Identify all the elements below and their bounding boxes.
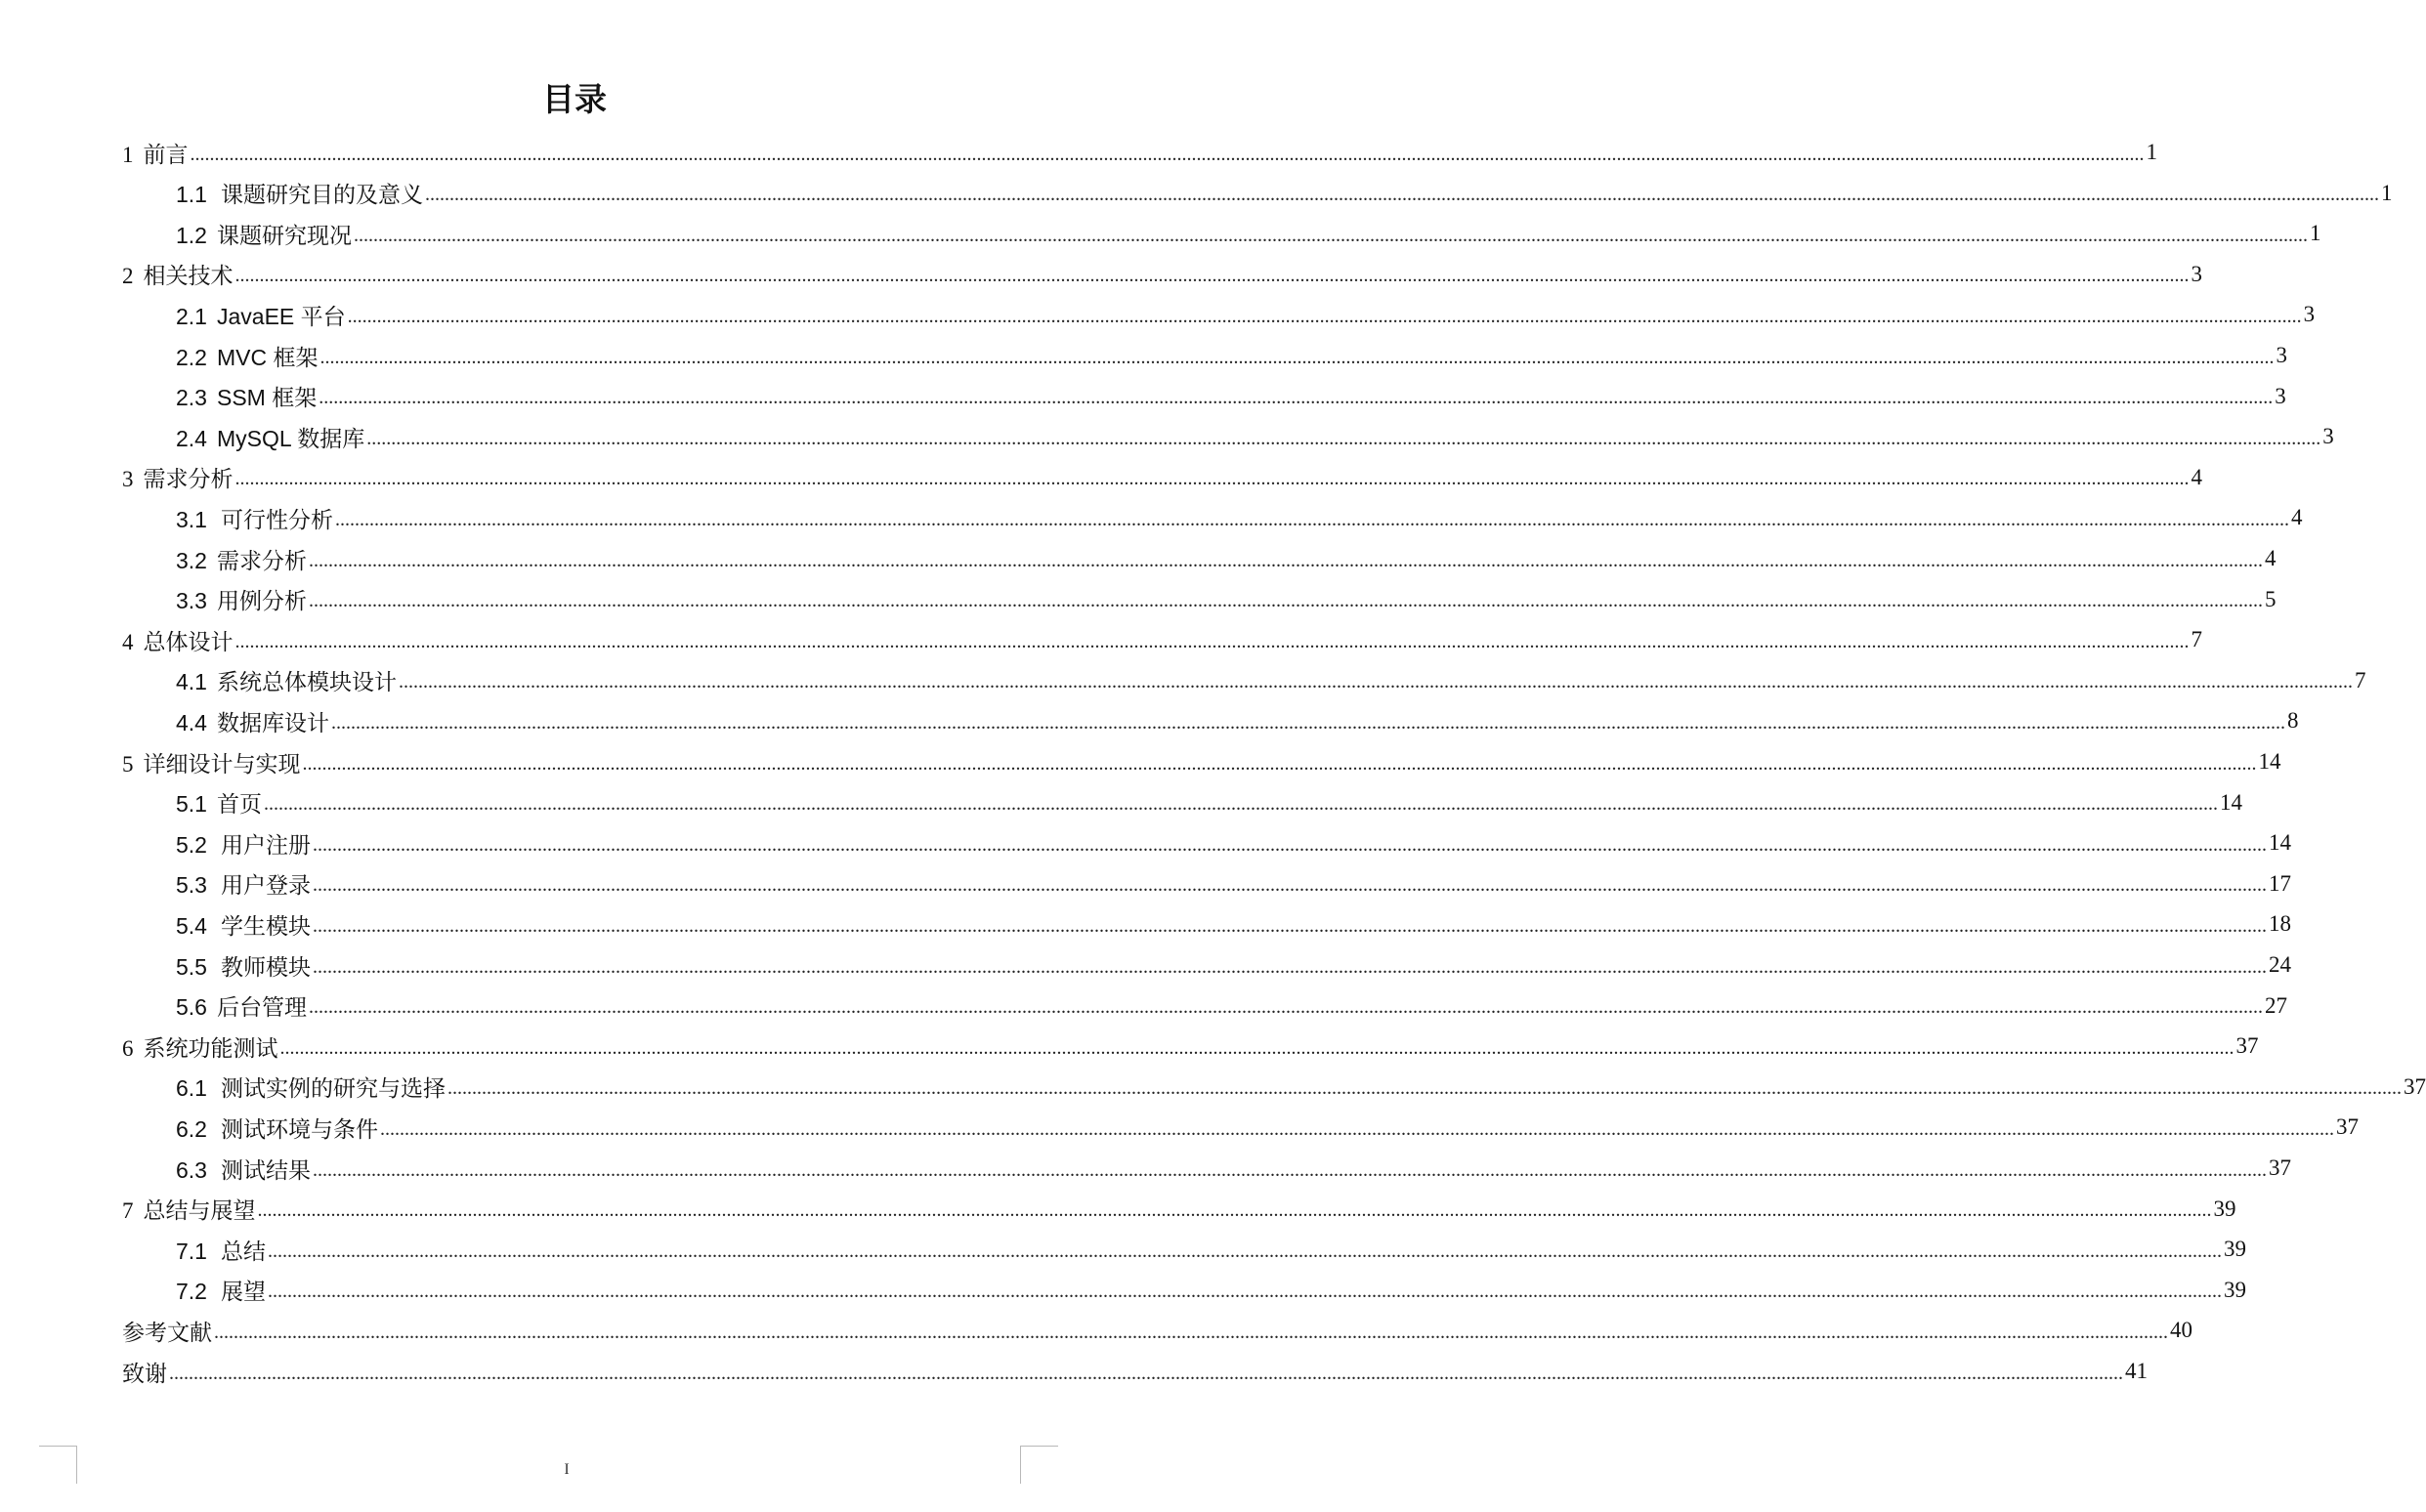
toc-entry-number: 3.1 xyxy=(176,506,207,532)
toc-entry-heading xyxy=(122,1193,256,1225)
toc-entry-number: 1.2 xyxy=(176,222,207,248)
toc-entry[interactable] xyxy=(176,295,2316,334)
toc-entry-page-number: 17 xyxy=(2268,870,2291,896)
toc-entry[interactable] xyxy=(122,1352,2148,1391)
toc-dot-leader: ................................................................................................................................................................................................................................................................................................................................................................................................................ xyxy=(334,508,2289,530)
toc-entry[interactable] xyxy=(176,945,2291,985)
toc-entry-page-number: 37 xyxy=(2235,1033,2259,1059)
toc-dot-leader: ................................................................................................................................................................................................................................................................................................................................................................................................................ xyxy=(379,1117,2334,1140)
toc-entry-heading xyxy=(176,543,307,575)
toc-dot-leader: ................................................................................................................................................................................................................................................................................................................................................................................................................ xyxy=(267,1281,2222,1303)
toc-entry-heading xyxy=(122,1315,212,1347)
toc-entry[interactable] xyxy=(176,1068,2426,1107)
toc-dot-leader: ................................................................................................................................................................................................................................................................................................................................................................................................................ xyxy=(398,671,2353,693)
toc-entry-page-number: 37 xyxy=(2268,1155,2291,1180)
toc-entry-number: 6.3 xyxy=(176,1156,207,1183)
toc-entry-number: 5.2 xyxy=(176,831,207,858)
toc-dot-leader: ................................................................................................................................................................................................................................................................................................................................................................................................................ xyxy=(312,955,2267,978)
toc-dot-leader: ................................................................................................................................................................................................................................................................................................................................................................................................................ xyxy=(312,914,2267,937)
toc-entry-heading xyxy=(122,624,234,656)
toc-dot-leader: ................................................................................................................................................................................................................................................................................................................................................................................................................ xyxy=(234,265,2190,287)
toc-entry-number: 5.3 xyxy=(176,872,207,899)
toc-entry-text: 测试实例的研究与选择 xyxy=(220,1076,446,1103)
toc-entry-number: 3.3 xyxy=(176,588,207,614)
toc-dot-leader: ................................................................................................................................................................................................................................................................................................................................................................................................................ xyxy=(353,224,2308,246)
toc-entry-text: MySQL 数据库 xyxy=(216,425,365,451)
toc-entry-page-number: 14 xyxy=(2268,830,2291,856)
toc-entry-heading xyxy=(176,583,307,615)
toc-dot-leader: ................................................................................................................................................................................................................................................................................................................................................................................................................ xyxy=(347,305,2302,327)
toc-dot-leader: ................................................................................................................................................................................................................................................................................................................................................................................................................ xyxy=(330,711,2285,734)
toc-entry[interactable] xyxy=(122,1190,2236,1229)
toc-entry-text: 用户注册 xyxy=(220,832,311,859)
toc-entry-page-number: 27 xyxy=(2264,992,2287,1018)
toc-entry-heading xyxy=(176,299,346,331)
toc-dot-leader: ................................................................................................................................................................................................................................................................................................................................................................................................................ xyxy=(190,143,2145,165)
toc-entry-text: 总结 xyxy=(220,1239,266,1265)
toc-dot-leader: ................................................................................................................................................................................................................................................................................................................................................................................................................ xyxy=(257,1199,2212,1222)
toc-entry-number: 2 xyxy=(122,264,134,289)
toc-entry[interactable] xyxy=(176,1149,2291,1188)
toc-entry[interactable] xyxy=(176,498,2303,537)
toc-entry[interactable] xyxy=(122,458,2202,497)
toc-entry-number: 6.1 xyxy=(176,1075,207,1102)
toc-entry-number: 2.4 xyxy=(176,425,207,451)
toc-dot-leader: ................................................................................................................................................................................................................................................................................................................................................................................................................ xyxy=(366,427,2321,449)
toc-dot-leader: ................................................................................................................................................................................................................................................................................................................................................................................................................ xyxy=(279,1036,2234,1059)
toc-entry-text: 课题研究目的及意义 xyxy=(220,183,423,209)
toc-entry-text: 参考文献 xyxy=(122,1320,212,1346)
toc-entry-text: 后台管理 xyxy=(216,995,307,1022)
footer-page-number: I xyxy=(564,1461,570,1478)
toc-entry-heading xyxy=(176,218,352,250)
toc-entry-text: 测试结果 xyxy=(220,1157,311,1184)
toc-entry[interactable] xyxy=(122,133,2157,172)
toc-entry-heading xyxy=(122,137,189,169)
toc-entry-heading xyxy=(176,380,317,412)
toc-dot-leader: ................................................................................................................................................................................................................................................................................................................................................................................................................ xyxy=(447,1077,2402,1100)
toc-entry-heading xyxy=(122,746,301,778)
toc-entry-number: 7 xyxy=(122,1198,134,1224)
toc-entry[interactable] xyxy=(176,336,2287,375)
toc-dot-leader: ................................................................................................................................................................................................................................................................................................................................................................................................................ xyxy=(308,549,2263,571)
toc-dot-leader: ................................................................................................................................................................................................................................................................................................................................................................................................................ xyxy=(308,590,2263,612)
toc-entry-heading xyxy=(176,340,318,372)
toc-entry[interactable] xyxy=(176,580,2277,619)
toc-dot-leader: ................................................................................................................................................................................................................................................................................................................................................................................................................ xyxy=(319,346,2275,368)
toc-dot-leader: ................................................................................................................................................................................................................................................................................................................................................................................................................ xyxy=(234,468,2190,490)
toc-entry-page-number: 40 xyxy=(2170,1318,2192,1343)
toc-dot-leader: ................................................................................................................................................................................................................................................................................................................................................................................................................ xyxy=(308,996,2263,1019)
toc-entry-text: 可行性分析 xyxy=(220,507,333,533)
toc-entry-text: 学生模块 xyxy=(220,913,311,940)
toc-entry-page-number: 39 xyxy=(2223,1237,2246,1262)
toc-dot-leader: ................................................................................................................................................................................................................................................................................................................................................................................................................ xyxy=(312,1158,2267,1181)
toc-entry-text: 相关技术 xyxy=(143,264,234,290)
toc-entry-heading xyxy=(176,786,262,819)
toc-entry[interactable] xyxy=(176,214,2321,253)
toc-entry-page-number: 3 xyxy=(2322,424,2334,449)
toc-entry-heading xyxy=(176,502,333,534)
toc-entry-number: 3 xyxy=(122,467,134,492)
toc-entry-page-number: 4 xyxy=(2264,546,2277,570)
toc-entry-number: 4.1 xyxy=(176,669,207,695)
toc-entry-heading xyxy=(176,949,311,982)
toc-entry-heading xyxy=(176,421,364,453)
toc-entry-heading xyxy=(176,1274,266,1306)
toc-dot-leader: ................................................................................................................................................................................................................................................................................................................................................................................................................ xyxy=(312,833,2267,856)
toc-entry[interactable] xyxy=(176,783,2242,822)
toc-dot-leader: ................................................................................................................................................................................................................................................................................................................................................................................................................ xyxy=(302,752,2257,775)
toc-entry-number: 6 xyxy=(122,1035,134,1061)
toc-entry[interactable] xyxy=(176,417,2334,456)
toc-entry-page-number: 18 xyxy=(2268,911,2291,937)
toc-entry[interactable] xyxy=(122,1311,2192,1350)
toc-entry-page-number: 37 xyxy=(2403,1073,2426,1099)
toc-entry-heading xyxy=(122,461,234,493)
toc-entry-text: 展望 xyxy=(220,1280,266,1306)
toc-entry[interactable] xyxy=(122,1027,2259,1066)
toc-entry[interactable] xyxy=(176,174,2393,213)
toc-entry-text: 数据库设计 xyxy=(216,710,329,736)
toc-entry-text: 系统功能测试 xyxy=(143,1035,278,1062)
toc-entry-page-number: 3 xyxy=(2191,261,2202,286)
toc-dot-leader: ................................................................................................................................................................................................................................................................................................................................................................................................................ xyxy=(169,1362,2123,1384)
toc-entry[interactable] xyxy=(176,1230,2246,1269)
toc-entry-page-number: 8 xyxy=(2286,708,2299,734)
toc-entry-number: 2.3 xyxy=(176,385,207,411)
toc-entry-text: 首页 xyxy=(216,792,262,819)
toc-entry-heading xyxy=(176,664,397,696)
toc-entry-number: 2.2 xyxy=(176,344,207,370)
toc-entry-page-number: 1 xyxy=(2380,180,2393,205)
toc-entry-text: 总结与展望 xyxy=(143,1198,256,1225)
toc-entry-heading xyxy=(176,827,311,860)
toc-entry-text: 用例分析 xyxy=(216,589,307,615)
toc-entry-page-number: 5 xyxy=(2264,586,2277,611)
toc-entry-heading xyxy=(122,258,234,290)
toc-entry[interactable] xyxy=(176,539,2277,578)
toc-entry-page-number: 24 xyxy=(2268,952,2291,977)
toc-entry-text: SSM 框架 xyxy=(216,385,318,411)
toc-entry[interactable] xyxy=(176,661,2366,700)
toc-entry-text: 需求分析 xyxy=(216,548,307,574)
toc-entry-text: 需求分析 xyxy=(143,467,234,493)
toc-entry[interactable] xyxy=(176,987,2287,1026)
toc-entry-text: 系统总体模块设计 xyxy=(216,670,397,696)
toc-entry[interactable] xyxy=(176,904,2291,944)
toc-entry-number: 5.4 xyxy=(176,912,207,939)
toc-entry[interactable] xyxy=(176,701,2299,740)
toc-entry-page-number: 7 xyxy=(2191,627,2202,652)
toc-entry-number: 5.6 xyxy=(176,994,207,1021)
toc-entry-page-number: 4 xyxy=(2191,464,2202,489)
toc-dot-leader: ................................................................................................................................................................................................................................................................................................................................................................................................................ xyxy=(319,387,2274,409)
toc-dot-leader: ................................................................................................................................................................................................................................................................................................................................................................................................................ xyxy=(234,630,2190,652)
toc-entry-text: 详细设计与实现 xyxy=(143,751,301,777)
toc-entry-page-number: 1 xyxy=(2309,221,2321,246)
toc-entry-number: 4 xyxy=(122,629,134,654)
toc-entry[interactable] xyxy=(122,255,2202,294)
toc-entry-heading xyxy=(176,1234,266,1266)
toc-entry-page-number: 3 xyxy=(2275,383,2286,408)
toc-entry-number: 7.2 xyxy=(176,1279,207,1305)
toc-entry-page-number: 14 xyxy=(2258,749,2281,774)
toc-entry-text: 用户登录 xyxy=(220,873,311,900)
toc-entry-heading xyxy=(176,1153,311,1185)
toc-entry[interactable] xyxy=(176,823,2291,862)
toc-entry[interactable] xyxy=(122,620,2202,659)
toc-entry-number: 5.5 xyxy=(176,953,207,980)
toc-entry-number: 6.2 xyxy=(176,1115,207,1142)
toc-entry-heading xyxy=(122,1030,278,1063)
toc-entry-text: 致谢 xyxy=(122,1361,167,1387)
toc-entry-text: 教师模块 xyxy=(220,954,311,981)
toc-entry-heading xyxy=(176,908,311,941)
toc-entry-page-number: 41 xyxy=(2125,1359,2148,1383)
toc-entry-page-number: 7 xyxy=(2354,667,2366,693)
toc-entry-number: 3.2 xyxy=(176,547,207,573)
toc-entry[interactable] xyxy=(176,1271,2246,1310)
toc-entry-text: 总体设计 xyxy=(143,629,234,655)
toc-entry-page-number: 3 xyxy=(2303,302,2316,327)
toc-entry-page-number: 39 xyxy=(2213,1196,2236,1221)
toc-entry-heading xyxy=(176,1112,378,1144)
toc-entry-number: 2.1 xyxy=(176,303,207,329)
toc-entry-heading xyxy=(122,1356,167,1388)
toc-entry-number: 1.1 xyxy=(176,182,207,208)
toc-entry-heading xyxy=(176,989,307,1022)
toc-entry[interactable] xyxy=(122,742,2281,781)
toc-entry-heading xyxy=(176,867,311,900)
toc-entry-text: MVC 框架 xyxy=(216,344,319,370)
toc-entry-number: 5 xyxy=(122,751,134,777)
toc-entry-text: 前言 xyxy=(143,142,189,168)
toc-entry[interactable] xyxy=(176,864,2291,903)
toc-entry-heading xyxy=(176,1071,446,1103)
toc-entry[interactable] xyxy=(176,377,2286,416)
toc-title: 目录 xyxy=(542,80,607,118)
toc-entry-number: 5.1 xyxy=(176,791,207,818)
toc-dot-leader: ................................................................................................................................................................................................................................................................................................................................................................................................................ xyxy=(214,1321,2168,1343)
toc-dot-leader: ................................................................................................................................................................................................................................................................................................................................................................................................................ xyxy=(424,184,2379,206)
toc-entry-number: 1 xyxy=(122,142,134,167)
toc-dot-leader: ................................................................................................................................................................................................................................................................................................................................................................................................................ xyxy=(312,874,2267,897)
toc-entry-heading xyxy=(176,177,423,209)
toc-entry-heading xyxy=(176,705,329,737)
toc-entry-page-number: 4 xyxy=(2290,505,2303,530)
toc-entry-number: 7.1 xyxy=(176,1238,207,1264)
toc-entry-page-number: 14 xyxy=(2219,789,2242,815)
toc-entry-page-number: 3 xyxy=(2276,343,2287,367)
toc-entry-text: JavaEE 平台 xyxy=(216,303,346,329)
toc-entry-text: 课题研究现况 xyxy=(216,223,352,249)
toc-entry-page-number: 1 xyxy=(2146,140,2157,164)
toc-entry[interactable] xyxy=(176,1108,2359,1147)
toc-dot-leader: ................................................................................................................................................................................................................................................................................................................................................................................................................ xyxy=(267,1239,2222,1262)
toc-entry-number: 4.4 xyxy=(176,709,207,735)
toc-entry-page-number: 39 xyxy=(2223,1277,2246,1302)
toc-entry-text: 测试环境与条件 xyxy=(220,1116,378,1143)
toc-entry-page-number: 37 xyxy=(2335,1114,2359,1140)
toc-dot-leader: ................................................................................................................................................................................................................................................................................................................................................................................................................ xyxy=(263,793,2218,816)
